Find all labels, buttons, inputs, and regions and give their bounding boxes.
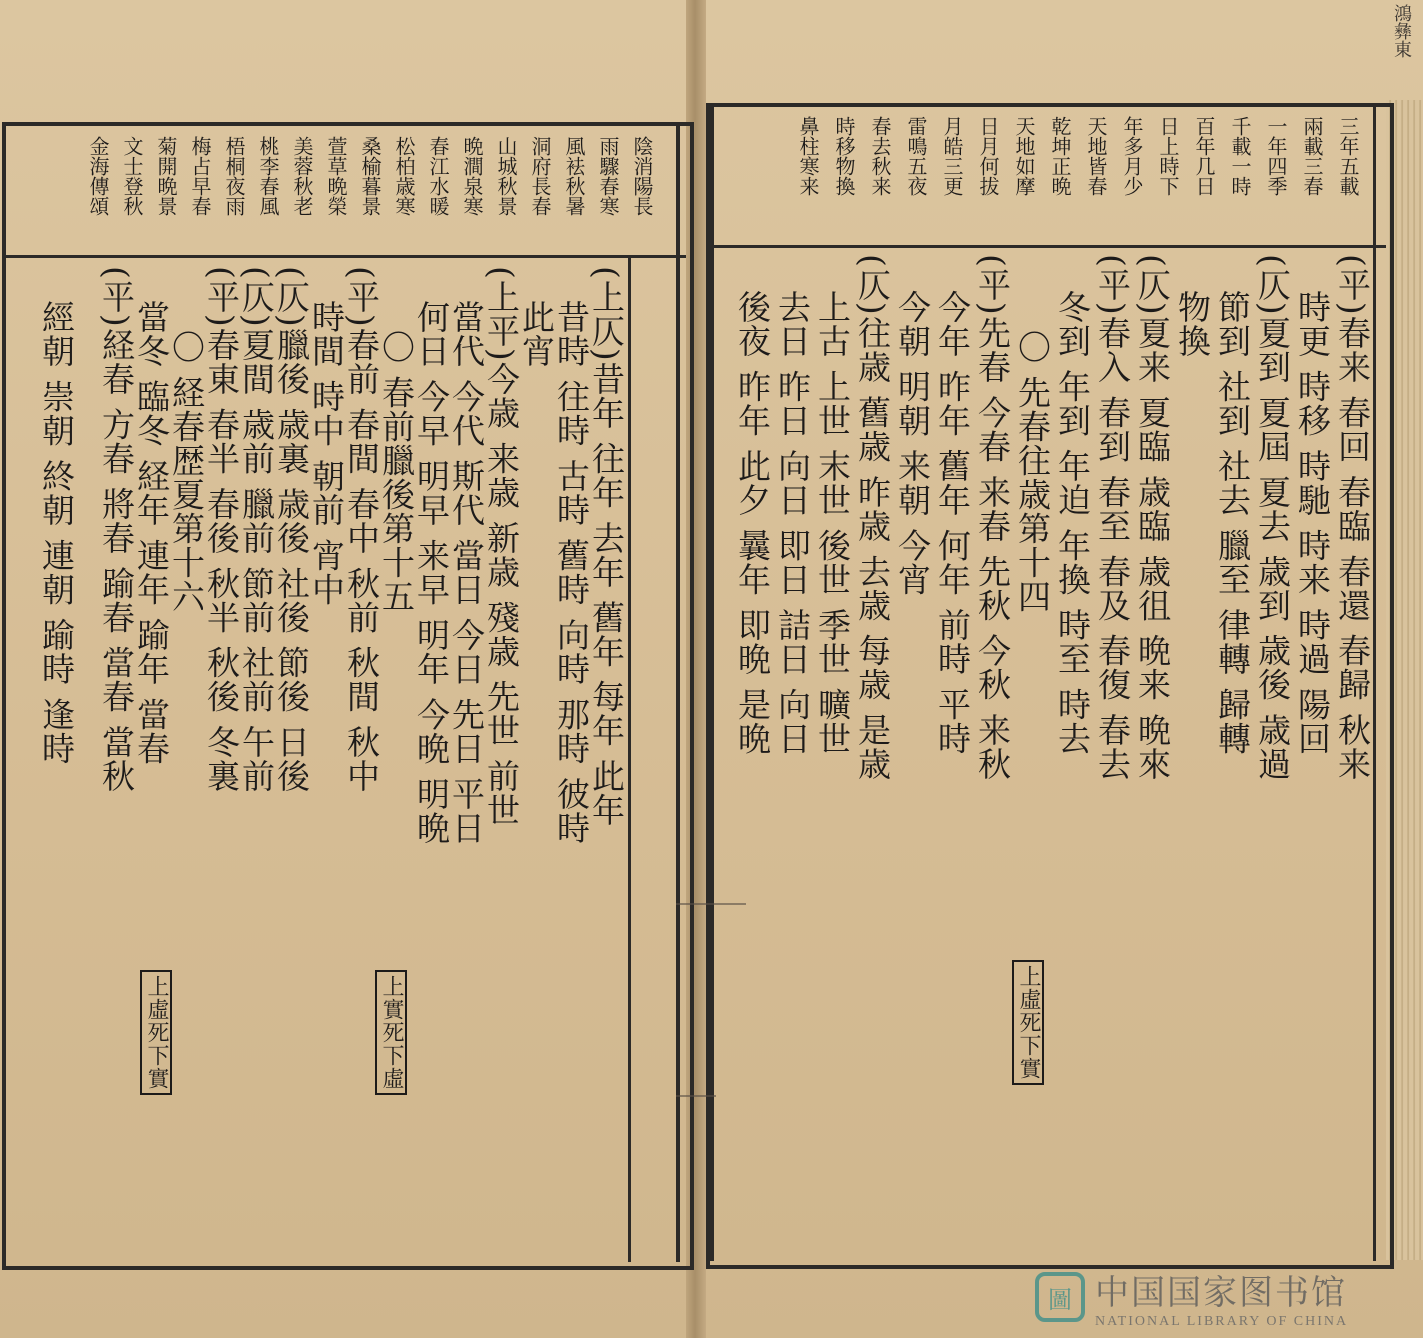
left-main-col-12: (平)春東 春半 春後 秋半 秋後 冬裏 (202, 266, 241, 794)
right-main-col-2: 時更 時移 時馳 時来 時過 陽回 (1293, 290, 1332, 756)
library-watermark (1035, 1263, 1395, 1331)
right-inner-border (710, 107, 714, 1261)
right-header-col-6: 日上時下 (1156, 116, 1180, 196)
left-header-col-3: 風袪秋暑 (562, 136, 586, 216)
right-header-col-14: 春去秋来 (868, 116, 892, 196)
right-header-col-13: 雷鳴五夜 (904, 116, 928, 196)
left-main-col-8: (平)春前 春間 春中 秋前 秋間 秋中 (342, 266, 381, 794)
left-header-col-10: 萱草晩榮 (324, 136, 348, 216)
left-note-2: 上虛死下實 (140, 970, 172, 1095)
watermark-en-text: NATIONAL LIBRARY OF CHINA (1095, 1313, 1349, 1329)
left-main-col-13: 〇 経春歴夏第十六 (167, 330, 206, 614)
left-main-col-6: 何日 今早 明早 来早 明年 今晩 明晩 (412, 300, 451, 845)
right-main-col-16: 後夜 昨年 此夕 曩年 即晩 是晩 (733, 290, 772, 756)
left-main-col-9: 時間 時中 朝前 宵中 (307, 300, 346, 607)
left-main-col-4: (上平)今歳 来歳 新歳 殘歳 先世 前世 (482, 266, 521, 828)
right-header-col-11: 日月何拔 (976, 116, 1000, 196)
right-header-rule (710, 245, 1386, 248)
right-header-col-3: 一年四季 (1264, 116, 1288, 196)
right-header-col-8: 天地皆春 (1084, 116, 1108, 196)
left-header-col-13: 梧桐夜雨 (222, 136, 246, 216)
right-header-col-16: 鼻柱寒来 (796, 116, 820, 196)
right-header-col-15: 時移物換 (832, 116, 856, 196)
left-inner-border (676, 126, 680, 1262)
binding-thread (676, 903, 746, 905)
right-main-col-10: (平)先春 今春 来春 先秋 今秋 来秋 (973, 254, 1012, 782)
right-main-col-15: 去日 昨日 向日 即日 詰日 向日 (773, 290, 812, 756)
left-main-col-10: (仄)臘後 歳裏 歳後 社後 節後 日後 (272, 266, 311, 794)
right-header-col-5: 百年几日 (1192, 116, 1216, 196)
left-main-col-3: 此宵 (517, 300, 556, 368)
right-header-col-1: 三年五載 (1336, 116, 1360, 196)
right-main-col-5: 物換 (1173, 290, 1212, 358)
left-header-rule (6, 255, 686, 258)
watermark-cn-text: 中国国家图书馆 (1095, 1272, 1347, 1313)
left-header-col-6: 晩澗泉寒 (460, 136, 484, 216)
left-header-col-8: 松柏歳寒 (392, 136, 416, 216)
left-main-col-11: (仄)夏間 歳前 臘前 節前 社前 午前 (237, 266, 276, 794)
left-header-col-12: 桃李春風 (256, 136, 280, 216)
left-header-col-7: 春江水暖 (426, 136, 450, 216)
right-header-col-2: 兩載三春 (1300, 116, 1324, 196)
left-header-col-9: 桑榆暮景 (358, 136, 382, 216)
right-main-col-3: (仄)夏到 夏屆 夏去 歳到 歳後 歳過 (1253, 254, 1292, 782)
right-main-col-12: 今朝 明朝 来朝 今宵 (893, 290, 932, 597)
right-main-col-7: (平)春入 春到 春至 春及 春復 春去 (1093, 254, 1132, 782)
left-main-col-1: (上仄)昔年 往年 去年 舊年 每年 此年 (587, 266, 626, 828)
left-header-col-2: 雨驟春寒 (596, 136, 620, 216)
right-main-col-1: (平)春来 春回 春臨 春還 春歸 秋来 (1333, 254, 1372, 782)
left-main-col-7: 〇 春前臘後第十五 (377, 330, 416, 614)
right-main-col-9: 〇 先春往歳第十四 (1013, 330, 1052, 614)
right-outer-border (1373, 107, 1376, 1261)
left-header-col-5: 山城秋景 (494, 136, 518, 216)
left-main-col-16: 經朝 崇朝 終朝 連朝 踰時 逢時 (37, 300, 76, 766)
left-header-col-1: 陰消陽長 (630, 136, 654, 216)
edge-title: 鴻彝東 (1391, 4, 1412, 58)
right-header-col-12: 月皓三更 (940, 116, 964, 196)
right-main-col-4: 節到 社到 社去 臘至 律轉 歸轉 (1213, 290, 1252, 756)
left-main-col-2: 昔時 往時 古時 舊時 向時 那時 彼時 (552, 300, 591, 845)
binding-thread (676, 1095, 716, 1097)
right-main-col-14: 上古 上世 末世 後世 季世 曠世 (813, 290, 852, 756)
right-main-col-6: (仄)夏来 夏臨 歳臨 歳徂 晩来 晩來 (1133, 254, 1172, 782)
right-header-col-4: 千載一時 (1228, 116, 1252, 196)
left-main-col-15: (平)経春 方春 將春 踰春 當春 當秋 (97, 266, 136, 794)
left-main-col-14: 當冬 臨冬 経年 連年 踰年 當春 (132, 300, 171, 766)
right-header-col-9: 乾坤正晩 (1048, 116, 1072, 196)
right-main-col-11: 今年 昨年 舊年 何年 前時 平時 (933, 290, 972, 756)
left-header-col-4: 洞府長春 (528, 136, 552, 216)
watermark-text-block (1095, 1265, 1348, 1330)
left-header-col-17: 金海傳頌 (86, 136, 110, 216)
right-note-1: 上虛死下實 (1012, 960, 1044, 1085)
right-header-col-7: 年多月少 (1120, 116, 1144, 196)
left-header-col-16: 文士登秋 (120, 136, 144, 216)
library-logo-icon: 圖 (1035, 1272, 1085, 1322)
left-note-1: 上實死下虛 (375, 970, 407, 1095)
left-header-col-11: 美蓉秋老 (290, 136, 314, 216)
left-main-col-5: 當代 今代 斯代 當日 今日 先日 平日 (447, 300, 486, 845)
right-main-col-8: 冬到 年到 年迫 年換 時至 時去 (1053, 290, 1092, 756)
right-header-col-10: 天地如摩 (1012, 116, 1036, 196)
left-column-border (628, 255, 631, 1262)
left-header-col-14: 梅占早春 (188, 136, 212, 216)
left-header-col-15: 菊開晩景 (154, 136, 178, 216)
right-main-col-13: (仄)往歳 舊歳 昨歳 去歳 每歳 是歳 (853, 254, 892, 782)
